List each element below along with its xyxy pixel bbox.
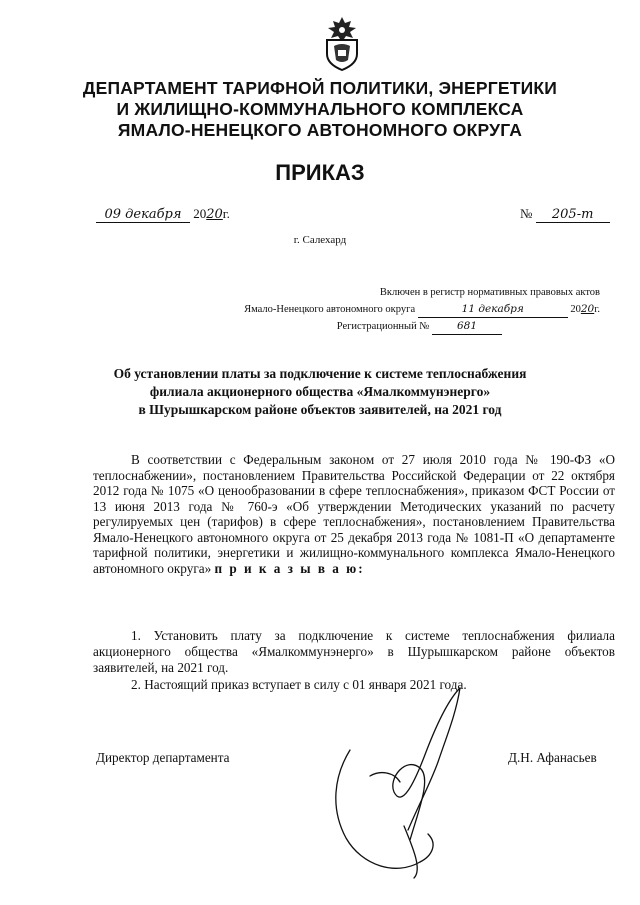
preamble-text: В соответствии с Федеральным законом от 27 июля 2010 года № 190-ФЗ «О теплоснабжении», постановлением Правительства Российской Федерации от 22 октября 2012 года № 1075 «О ценообразовании в сфере теплоснабжения», приказом ФСТ России от 13 июня 2013 года № 760-э «Об утверждении Методических указаний по расчету регулируемых цен (тарифов) в сфере теплоснабжения», постановлением Правительства Ямало-Ненецкого автономного округа от 25 декабря 2013 года № 1081-П «О департаменте тарифной политики, энергетики и жилищно-коммунального комплекса Ямало-Ненецкого автономного округа» (93, 452, 615, 576)
preamble (93, 452, 615, 576)
organization-name (40, 78, 600, 141)
signer-position: Директор департамента (96, 750, 230, 765)
order-number (520, 206, 610, 223)
order-year-handwritten: 20 (206, 207, 223, 222)
handwritten-signature (310, 680, 500, 880)
org-line-3: ЯМАЛО-НЕНЕЦКОГО АВТОНОМНОГО ОКРУГА (117, 120, 523, 140)
subject-line-3: в Шурышкарском районе объектов заявителей, на 2021 год (138, 402, 502, 417)
registration-year-prefix: 20 (570, 304, 581, 315)
registration-year-handwritten: 20 (580, 303, 595, 315)
order-year-suffix: г. (222, 206, 230, 221)
order-subject (90, 365, 550, 419)
registration-number-label: Регистрационный № (336, 321, 430, 332)
registration-region-label: Ямало-Ненецкого автономного округа (244, 304, 416, 315)
order-number-handwritten: 205-т (536, 207, 610, 223)
registration-number: 681 (432, 318, 502, 335)
subject-line-2: филиала акционерного общества «Ямалкоммунэнерго» (149, 384, 491, 399)
order-item-1: 1. Установить плату за подключение к системе теплоснабжения филиала акционерного общества «Ямалкоммунэнерго» в Шурышкарском районе объектов заявителей, на 2021 год. (93, 628, 615, 675)
city: г. Салехард (293, 234, 347, 246)
order-year-prefix: 20 (193, 206, 207, 221)
document-type: ПРИКАЗ (275, 160, 365, 185)
order-verb: п р и к а з ы в а ю: (214, 560, 365, 576)
registration-date-handwritten: 11 декабря (418, 301, 568, 318)
registration-year-suffix: г. (594, 304, 600, 315)
order-number-label: № (520, 206, 533, 221)
signer-name: Д.Н. Афанасьев (508, 750, 597, 765)
registration-line-1: Включен в регистр нормативных правовых актов (379, 287, 600, 298)
org-line-1: ДЕПАРТАМЕНТ ТАРИФНОЙ ПОЛИТИКИ, ЭНЕРГЕТИКИ (82, 78, 558, 98)
registration-line-2 (160, 301, 600, 318)
registration-stamp (160, 285, 600, 335)
subject-line-1: Об установлении платы за подключение к системе теплоснабжения (113, 366, 527, 381)
order-date (96, 206, 230, 223)
org-line-2: И ЖИЛИЩНО-КОММУНАЛЬНОГО КОМПЛЕКСА (116, 99, 524, 119)
order-date-handwritten: 09 декабря (96, 207, 190, 223)
order-item-2: 2. Настоящий приказ вступает в силу с 01 января 2021 года. (131, 677, 467, 692)
registration-line-3 (160, 318, 600, 335)
coat-of-arms-icon (320, 14, 364, 72)
